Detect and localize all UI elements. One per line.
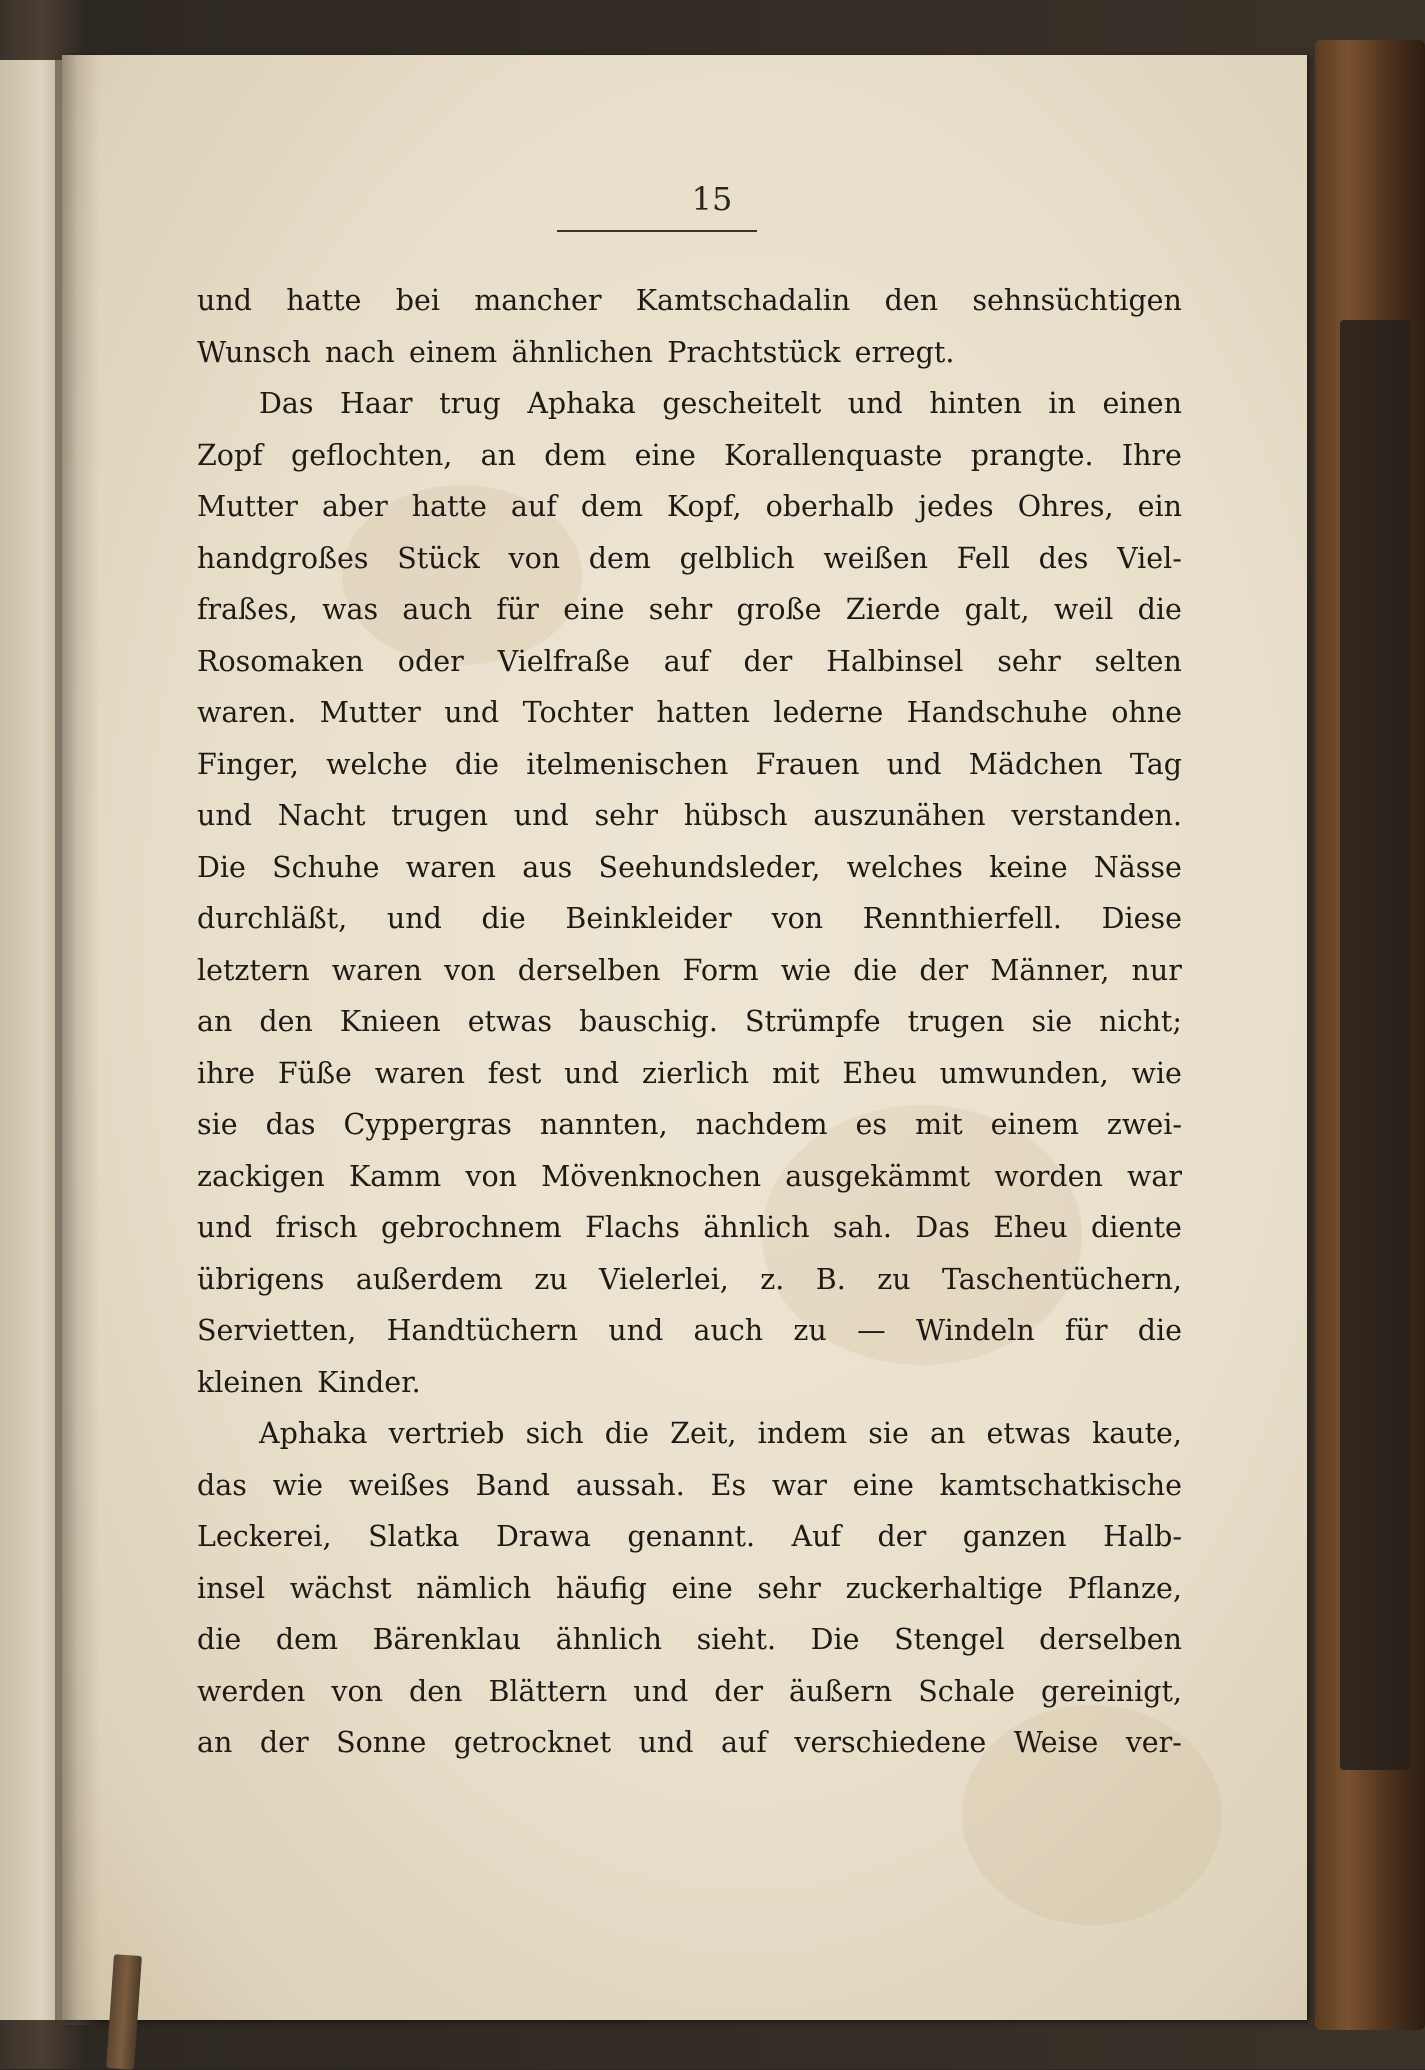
word: Vielfraße [497, 644, 630, 678]
word: durchläßt, [197, 902, 348, 935]
word: was [322, 593, 379, 626]
word: und [638, 1726, 694, 1759]
text-line [197, 739, 1182, 791]
word: Ohres, [1017, 490, 1114, 523]
text-line [197, 636, 1182, 688]
text-line [197, 1666, 1182, 1718]
word: Rosomaken [197, 644, 364, 678]
word: derselben [1039, 1623, 1182, 1656]
word: fest [487, 1056, 542, 1090]
word: eine [634, 438, 696, 472]
word: Diese [1101, 902, 1182, 935]
word: Männer, [990, 953, 1110, 987]
word: Tochter [522, 696, 633, 729]
word: von [444, 953, 496, 987]
word: Nässe [1093, 850, 1182, 884]
word: Auf [791, 1520, 842, 1553]
word: handgroßes [197, 541, 369, 575]
word: frisch [275, 1211, 358, 1244]
word: die [454, 747, 500, 781]
word: zuckerhaltige [845, 1571, 1043, 1605]
word: weißen [823, 541, 928, 575]
word: prangte. [970, 438, 1094, 472]
book-page [62, 55, 1307, 2020]
word: welches [846, 850, 963, 884]
word: äußern [788, 1674, 893, 1708]
word: sah. [832, 1211, 892, 1244]
text-line [197, 945, 1182, 997]
word: für [1064, 1314, 1108, 1347]
text-line [197, 1408, 1182, 1460]
word: an [480, 438, 516, 472]
word: itelmenischen [526, 747, 729, 781]
word: Nacht [277, 799, 366, 832]
word: Knieen [339, 1005, 441, 1038]
word: Band [475, 1468, 551, 1502]
text-line [197, 1357, 1182, 1409]
text-line [197, 1614, 1182, 1666]
text-line [197, 1151, 1182, 1203]
text-line [197, 687, 1182, 739]
word: wie [272, 1468, 324, 1502]
word: und [513, 799, 569, 832]
word: an [197, 1726, 233, 1759]
word: nicht; [1099, 1005, 1182, 1038]
word: eine [852, 1468, 914, 1502]
word: derselben [517, 953, 661, 987]
word: auch [693, 1314, 764, 1347]
text-line [197, 481, 1182, 533]
word: fraßes, [197, 593, 298, 626]
word: Zopf [197, 438, 263, 472]
word: Aphaka [259, 1417, 368, 1450]
text-line [197, 584, 1182, 636]
word: zu [877, 1262, 911, 1296]
word: hatte [411, 490, 487, 523]
word: ohne [1111, 696, 1182, 729]
word: große [736, 593, 822, 626]
word: und [386, 902, 442, 935]
word: trugen [391, 799, 489, 832]
word: galt, [964, 593, 1030, 626]
word: wächst [289, 1571, 392, 1605]
word: indem [757, 1417, 848, 1450]
word: welche [326, 747, 428, 781]
word: und [608, 1314, 664, 1347]
word: waren. [197, 696, 297, 729]
word: Mutter [197, 490, 298, 523]
word: den [884, 284, 939, 317]
word: es [855, 1108, 888, 1141]
word: Zierde [845, 593, 941, 626]
word: Sonne [336, 1726, 427, 1759]
text-line [197, 1717, 1182, 1769]
word: und [197, 1211, 252, 1244]
word: Kamtschadalin [635, 284, 851, 317]
word: oder [397, 644, 464, 678]
word: die [853, 953, 898, 987]
word: aber [321, 490, 388, 523]
word: Kinder. [317, 1365, 421, 1399]
word: und [564, 1056, 620, 1090]
word: war [1126, 1159, 1182, 1193]
word: Kopf, [667, 490, 742, 523]
word: Viel- [1117, 541, 1182, 575]
word: B. [815, 1262, 846, 1296]
word: Drawa [495, 1520, 591, 1553]
word: sieht. [696, 1623, 777, 1656]
word: trugen [907, 1005, 1005, 1038]
word: Mövenknochen [541, 1159, 762, 1193]
word: mit [915, 1108, 963, 1141]
word: den [408, 1674, 463, 1708]
cover-wear [1340, 320, 1410, 1770]
word: Eheu [993, 1211, 1068, 1244]
word: und [847, 387, 903, 420]
word: einen [1102, 387, 1182, 420]
word: und [886, 747, 942, 781]
word: sehnsüchtigen [972, 284, 1182, 317]
text-line [197, 1048, 1182, 1100]
word: hatten [656, 696, 750, 729]
word: insel [197, 1571, 266, 1605]
word: Kamm [348, 1159, 442, 1193]
word: dem [275, 1623, 338, 1656]
word: Bärenklau [372, 1623, 522, 1656]
word: waren [405, 850, 497, 884]
word: mancher [474, 284, 602, 317]
word: genannt. [627, 1520, 756, 1553]
word: kleinen [197, 1365, 303, 1399]
word: Windeln [915, 1314, 1035, 1347]
word: umwunden, [939, 1056, 1109, 1090]
word: und [444, 696, 500, 729]
word: Schale [918, 1674, 1016, 1708]
word: trug [439, 387, 501, 420]
text-line [197, 1254, 1182, 1306]
text-line [197, 790, 1182, 842]
text-line [197, 1563, 1182, 1615]
word: für [496, 593, 539, 626]
word: sie [1031, 1005, 1073, 1038]
word: Haar [340, 387, 413, 420]
word: aussah. [575, 1468, 685, 1502]
word: bei [395, 284, 440, 317]
word: zu [793, 1314, 827, 1347]
word: Cyppergras [343, 1108, 512, 1141]
word: etwas [986, 1417, 1071, 1450]
word: der [714, 1674, 763, 1708]
text-line [197, 378, 1182, 430]
word: nämlich [416, 1571, 532, 1605]
word: der [743, 644, 793, 678]
word: die [1137, 1314, 1182, 1347]
word: auf [663, 644, 710, 678]
word: auf [721, 1726, 767, 1759]
word: ausgekämmt [785, 1159, 971, 1193]
word: ganzen [962, 1520, 1067, 1553]
word: zwei- [1106, 1108, 1182, 1141]
word: dem [588, 541, 651, 575]
word: sie [868, 1417, 909, 1450]
word: eine [671, 1571, 733, 1605]
text-line [197, 842, 1182, 894]
word: den [259, 1005, 313, 1038]
word: erregt. [854, 335, 955, 369]
word: Frauen [755, 747, 860, 781]
word: gescheitelt [662, 387, 822, 420]
word: letztern [197, 953, 310, 987]
page-gutter [55, 55, 100, 2025]
word: waren [374, 1056, 465, 1090]
text-line [197, 1305, 1182, 1357]
word: nannten, [539, 1108, 668, 1141]
word: Prachtstück [667, 335, 841, 369]
word: Stück [397, 541, 480, 575]
word: der [259, 1726, 309, 1759]
word: ähnlich [555, 1623, 662, 1656]
word: an [197, 1005, 233, 1038]
word: sehr [757, 1571, 821, 1605]
word: Beinkleider [565, 902, 732, 935]
word: Tag [1129, 747, 1182, 781]
word: worden [994, 1159, 1103, 1193]
word: Eheu [842, 1056, 917, 1090]
word: Schuhe [272, 850, 380, 884]
word: geflochten, [291, 438, 453, 472]
text-line [197, 327, 1182, 379]
word: vertrieb [388, 1417, 505, 1450]
word: sich [525, 1417, 584, 1450]
word: und [197, 799, 252, 832]
word: Stengel [894, 1623, 1005, 1656]
word: weil [1053, 593, 1114, 626]
word: Zeit, [670, 1417, 737, 1450]
word: Aphaka [527, 387, 636, 420]
word: Finger, [197, 747, 299, 781]
word: Wunsch [197, 335, 311, 369]
word: ein [1137, 490, 1182, 523]
word: gelblich [679, 541, 795, 575]
word: lederne [773, 696, 884, 729]
word: wie [1131, 1056, 1182, 1090]
word: häufig [555, 1571, 647, 1605]
word: Strümpfe [744, 1005, 881, 1038]
word: von [331, 1674, 383, 1708]
word: Halbinsel [826, 644, 964, 678]
text-line [197, 430, 1182, 482]
word: weißes [348, 1468, 450, 1502]
word: werden [197, 1674, 306, 1708]
word: nachdem [695, 1108, 828, 1141]
word: auf [510, 490, 557, 523]
word: oberhalb [765, 490, 895, 523]
word: die [481, 902, 526, 935]
text-line [197, 1099, 1182, 1151]
word: der [877, 1520, 927, 1553]
word: und [633, 1674, 689, 1708]
word: Das [259, 387, 314, 420]
text-line [197, 533, 1182, 585]
word: Die [810, 1623, 860, 1656]
word: diente [1091, 1211, 1182, 1244]
text-line [197, 1202, 1182, 1254]
word: Handschuhe [906, 696, 1088, 729]
word: Korallenquaste [724, 438, 943, 472]
word: selten [1094, 644, 1182, 678]
word: Mutter [319, 696, 421, 729]
word: übrigens [197, 1262, 325, 1296]
word: sehr [997, 644, 1061, 678]
word: hatte [286, 284, 362, 317]
word: ähnlichen [511, 335, 653, 369]
word: in [1048, 387, 1076, 420]
word: keine [989, 850, 1068, 884]
word: wie [780, 953, 832, 987]
text-line [197, 275, 1182, 327]
word: kamtschatkische [939, 1468, 1182, 1502]
word: nur [1131, 953, 1182, 987]
word: dem [544, 438, 607, 472]
word: das [197, 1468, 247, 1502]
text-line [197, 1460, 1182, 1512]
word: Leckerei, [197, 1520, 332, 1553]
word: ver- [1125, 1726, 1182, 1759]
word: nach [325, 335, 395, 369]
word: Blättern [488, 1674, 608, 1708]
word: Rennthierfell. [862, 902, 1062, 935]
body-text [197, 275, 1182, 1769]
word: Es [710, 1468, 747, 1502]
word: Form [682, 953, 759, 987]
word: Handtüchern [386, 1314, 578, 1347]
word: sie [197, 1108, 238, 1141]
word: war [771, 1468, 827, 1502]
word: Weise [1013, 1726, 1099, 1759]
word: Halb- [1103, 1520, 1182, 1553]
word: mit [771, 1056, 820, 1090]
word: verstanden. [1011, 799, 1182, 832]
word: des [1038, 541, 1089, 575]
word: z. [760, 1262, 785, 1296]
word: verschiedene [794, 1726, 987, 1759]
word: Taschentüchern, [941, 1262, 1182, 1296]
word: Seehundsleder, [598, 850, 821, 884]
word: von [508, 541, 561, 575]
word: Das [915, 1211, 970, 1244]
word: Vielerlei, [599, 1262, 729, 1296]
word: eine [563, 593, 625, 626]
word: ihre [197, 1056, 255, 1090]
word: und [197, 284, 252, 317]
word: Fell [956, 541, 1010, 575]
word: zierlich [641, 1056, 750, 1090]
word: auch [402, 593, 473, 626]
word: Servietten, [197, 1314, 357, 1347]
word: sehr [594, 799, 658, 832]
word: außerdem [355, 1262, 503, 1296]
word: dem [580, 490, 643, 523]
word: einem [408, 335, 498, 369]
word: die [197, 1623, 242, 1656]
word: Mädchen [968, 747, 1103, 781]
word: an [930, 1417, 966, 1450]
word: Füße [277, 1056, 352, 1090]
word: hübsch [683, 799, 788, 832]
word: bauschig. [579, 1005, 718, 1038]
word: die [604, 1417, 650, 1450]
word: einem [990, 1108, 1079, 1141]
page-number: 15 [691, 180, 733, 218]
word: auszunähen [813, 799, 986, 832]
word: das [265, 1108, 316, 1141]
cover-edge [1315, 40, 1425, 2030]
word: gereinigt, [1041, 1674, 1182, 1708]
word: zu [534, 1262, 568, 1296]
word: ähnlich [703, 1211, 810, 1244]
word: waren [331, 953, 423, 987]
word: von [465, 1159, 518, 1193]
text-line [197, 893, 1182, 945]
header-rule [557, 230, 757, 232]
word: aus [522, 850, 573, 884]
word: sehr [648, 593, 713, 626]
word: hinten [929, 387, 1022, 420]
word: Flachs [585, 1211, 680, 1244]
word: die [1137, 593, 1182, 626]
word: getrocknet [453, 1726, 612, 1759]
word: Pflanze, [1067, 1571, 1182, 1605]
word: von [771, 902, 824, 935]
word: kaute, [1091, 1417, 1182, 1450]
word: — [857, 1314, 886, 1347]
word: zackigen [197, 1159, 325, 1193]
text-line [197, 996, 1182, 1048]
word: Slatka [368, 1520, 460, 1553]
word: gebrochnem [380, 1211, 562, 1244]
text-line [197, 1511, 1182, 1563]
word: Die [197, 850, 246, 884]
word: der [919, 953, 969, 987]
word: Ihre [1121, 438, 1182, 472]
word: jedes [918, 490, 994, 523]
word: etwas [467, 1005, 553, 1038]
